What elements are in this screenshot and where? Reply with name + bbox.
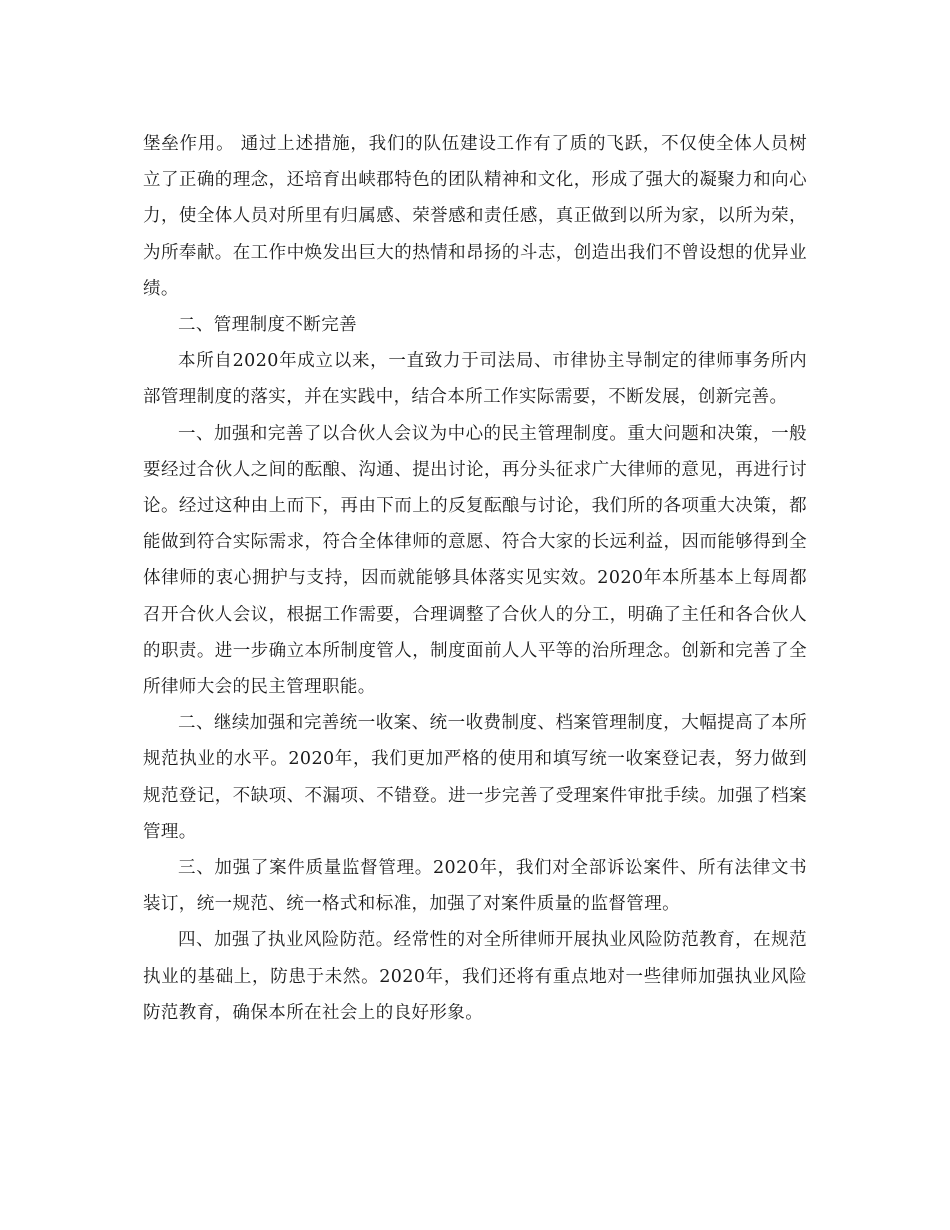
document-body [143, 126, 807, 1031]
paragraph-management-intro: 本所自2020年成立以来，一直致力于司法局、市律协主导制定的律师事务所内部管理制度的落实，并在实践中，结合本所工作实际需要，不断发展，创新完善。 [143, 351, 807, 408]
paragraph-democratic-management: 一、加强和完善了以合伙人会议为中心的民主管理制度。重大问题和决策，一般要经过合伙人之间的酝酿、沟通、提出讨论，再分头征求广大律师的意见，再进行讨论。经过这种由上而下，再由下而上的反复酝酿与讨论，我们所的各项重大决策，都能做到符合实际需求，符合全体律师的意愿、符合大家的长远利益，因而能够得到全体律师的衷心拥护与支持，因而就能够具体落实见实效。2020年本所基本上每周都召开合伙人会议，根据工作需要，合理调整了合伙人的分工，明确了主任和各合伙人的职责。进一步确立本所制度管人，制度面前人人平等的治所理念。创新和完善了全所律师大会的民主管理职能。 [143, 423, 807, 698]
paragraph-unified-case-intake: 二、继续加强和完善统一收案、统一收费制度、档案管理制度，大幅提高了本所规范执业的水平。2020年，我们更加严格的使用和填写统一收案登记表，努力做到规范登记，不缺项、不漏项、不错登。进一步完善了受理案件审批手续。加强了档案管理。 [143, 713, 807, 842]
paragraph-case-quality-supervision: 三、加强了案件质量监督管理。2020年，我们对全部诉讼案件、所有法律文书装订，统一规范、统一格式和标准，加强了对案件质量的监督管理。 [143, 858, 807, 915]
section-heading-management-system: 二、管理制度不断完善 [178, 315, 357, 336]
paragraph-practice-risk-prevention: 四、加强了执业风险防范。经常性的对全所律师开展执业风险防范教育，在规范执业的基础上，防患于未然。2020年，我们还将有重点地对一些律师加强执业风险防范教育，确保本所在社会上的良好形象。 [143, 930, 807, 1023]
paragraph-team-building-summary: 堡垒作用。 通过上述措施，我们的队伍建设工作有了质的飞跃，不仅使全体人员树立了正确的理念，还培育出峡郡特色的团队精神和文化，形成了强大的凝聚力和向心力，使全体人员对所里有归属感、荣誉感和责任感，真正做到以所为家，以所为荣，为所奉献。在工作中焕发出巨大的热情和昂扬的斗志，创造出我们不曾设想的优异业绩。 [143, 134, 807, 299]
